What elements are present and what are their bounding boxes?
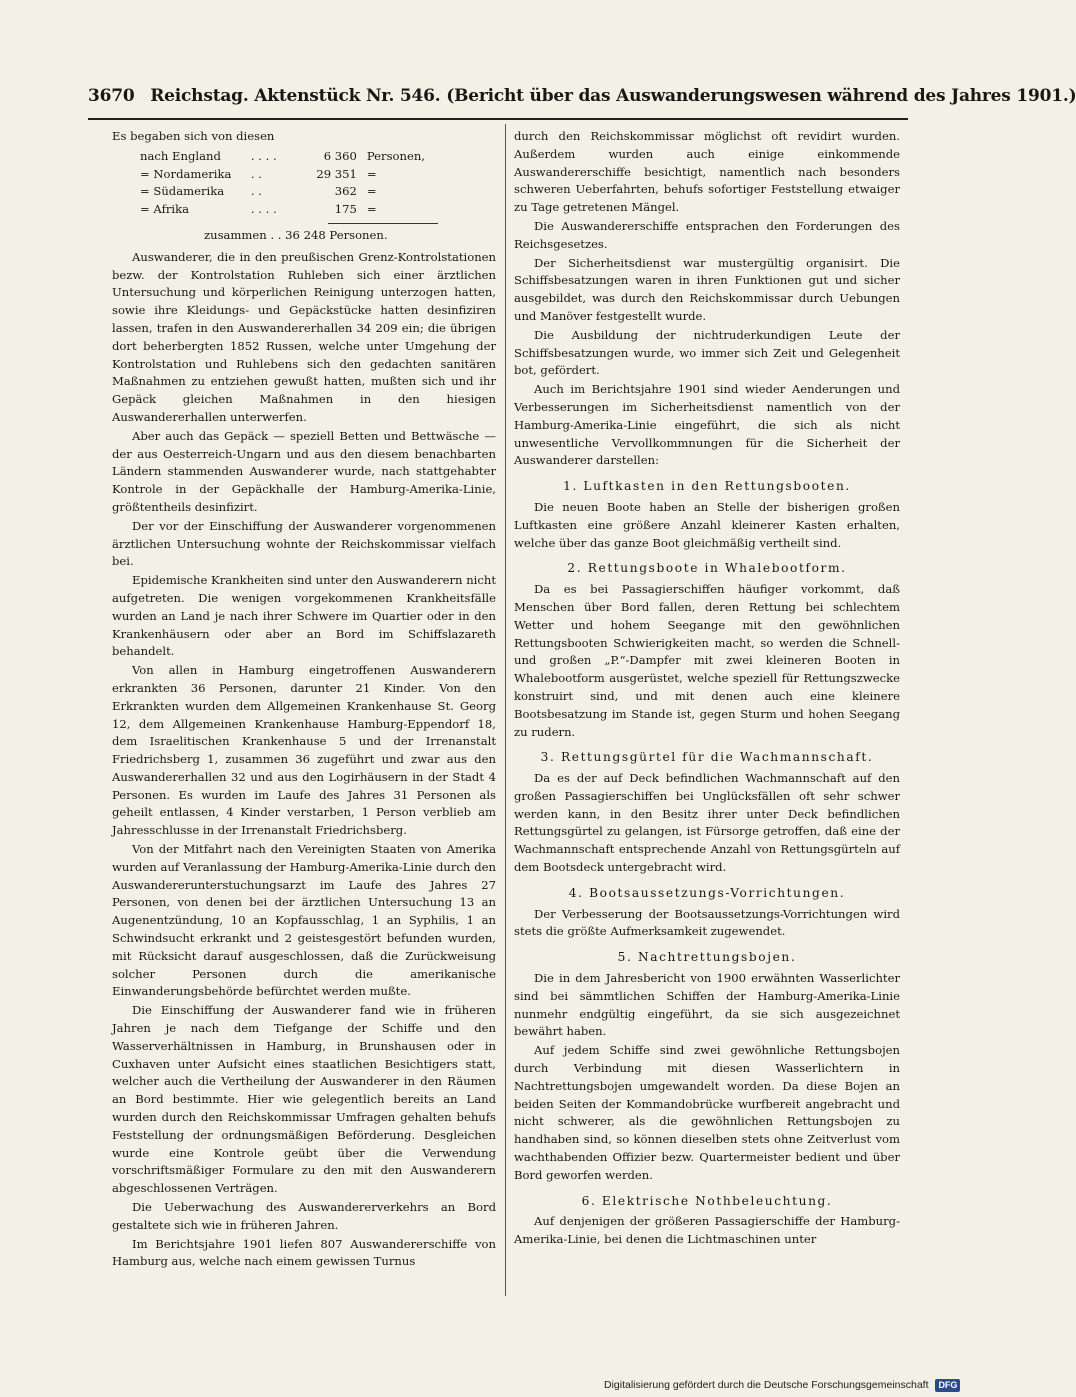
paragraph: Von allen in Hamburg eingetroffenen Auswanderern erkrankten 36 Personen, darunter 21 Kinder. Von den Erkrankten wurden dem Allgemeinen Krankenhause St. Georg 12, dem Allgemeinen Krankenhause Hamburg-Eppendorf 18, dem Israelitischen Krankenhause 5 und der Irrenanstalt Friedrichsberg 1, zusammen 36 zugeführt und zwar aus den Auswandererhallen 32 und aus den Logirhäusern in der Stadt 4 Personen. Es wurden im Laufe des Jahres 31 Personen als geheilt entlassen, 4 Kinder verstarben, 1 Person verblieb am Jahresschlusse in der Irrenanstalt Friedrichsberg. (112, 663, 496, 838)
section-heading-2: 2. Rettungsboote in Whalebootform. (567, 561, 847, 576)
paragraph: Der Verbesserung der Bootsaussetzungs-Vorrichtungen wird stets die größte Aufmerksamkeit zugewendet. (514, 906, 900, 939)
paragraph: Auf denjenigen der größeren Passagierschiffe der Hamburg-Amerika-Linie, bei denen die Lichtmaschinen unter (514, 1214, 900, 1247)
table-row: = Afrika . . . . 175 = (140, 202, 377, 217)
paragraph: Aber auch das Gepäck — speziell Betten und Bettwäsche — der aus Oesterreich-Ungarn und aus den diesem benachbarten Ländern stammenden Auswanderer wurde, nach stattgehabter Kontrole in der Gepäckhalle der Hamburg-Amerika-Linie, größtentheils desinfizirt. (112, 428, 496, 514)
paragraph: Der Sicherheitsdienst war mustergültig organisirt. Die Schiffsbesatzungen waren in ihren Funktionen gut und sicher ausgebildet, was durch den Reichskommissar durch Uebungen und Manöver festgestellt wurde. (514, 255, 900, 323)
paragraph: Die Einschiffung der Auswanderer fand wie in früheren Jahren je nach dem Tiefgange der Schiffe und den Wasserverhältnissen in Hamburg, in Brunshausen oder in Cuxhaven unter Aufsicht eines staatlichen Besichtigers statt, welcher auch die Vertheilung der Auswanderer in den Räumen an Bord bestimmte. Hier wie gelegentlich bereits an Land wurden durch den Reichskommissar Umfragen gehalten behufs Feststellung der ordnungsmäßigen Beförderung. Desgleichen wurde eine Kontrole geübt über die Verwendung vorschriftsmäßiger Formulare zu den mit den Auswanderern abgeschlossenen Verträgen. (112, 1003, 496, 1196)
column-divider (505, 124, 506, 1296)
header-rule (88, 118, 908, 120)
digitization-credit (604, 1379, 994, 1395)
paragraph: Da es bei Passagierschiffen häufiger vorkommt, daß Menschen über Bord fallen, deren Rettung bei schlechtem Wetter und hohem Seegange mit den gewöhnlichen Rettungsbooten Schwierigkeiten macht, so werden die Schnell- und großen „P.“-Dampfer mit zwei kleineren Booten in Whalebootform ausgerüstet, welche speziell für Rettungszwecke konstruirt sind, und mit denen auch eine kleinere Bootsbesatzung im Stande ist, gegen Sturm und hohen Seegang zu rudern. (514, 582, 900, 739)
paragraph: Im Berichtsjahre 1901 liefen 807 Auswandererschiffe von Hamburg aus, welche nach einem gewissen Turnus (112, 1236, 496, 1269)
section-heading-4: 4. Bootsaussetzungs-Vorrichtungen. (568, 885, 846, 900)
section-heading-6: 6. Elektrische Nothbeleuchtung. (581, 1193, 833, 1208)
stats-total: zusammen . . 36 248 Personen. (204, 227, 388, 242)
running-title: Reichstag. Aktenstück Nr. 546. (Bericht über das Auswanderungswesen während des Jahres 1901.) (150, 86, 1076, 106)
page-number: 3670 (88, 86, 135, 106)
paragraph: Epidemische Krankheiten sind unter den Auswanderern nicht aufgetreten. Die wenigen vorgekommenen Krankheitsfälle wurden an Land je nach ihrer Schwere im Quartier oder in den Krankenhäusern oder aber an Bord im Schiffslazareth behandelt. (112, 573, 496, 659)
section-heading-1: 1. Luftkasten in den Rettungsbooten. (563, 479, 851, 494)
paragraph: Da es der auf Deck befindlichen Wachmannschaft auf den großen Passagierschiffen bei Unglücksfällen oft sehr schwer werden kann, in den Besitz ihrer unter Deck befindlichen Rettungsgürtel zu gelangen, ist Fürsorge getroffen, daß eine der Wachmannschaft entsprechende Anzahl von Rettungsgürteln auf dem Bootsdeck untergebracht wird. (514, 771, 900, 875)
credit-text: Digitalisierung gefördert durch die Deutsche Forschungsgemeinschaft (604, 1379, 929, 1391)
dfg-logo-icon: DFG (935, 1379, 960, 1392)
paragraph: Auf jedem Schiffe sind zwei gewöhnliche Rettungsbojen durch Verbindung mit diesen Wasserlichtern in Nachtrettungsbojen umgewandelt worden. Da diese Bojen an beiden Seiten der Kommandobrücke wurfbereit angebracht und nicht schwerer, als die gewöhnlichen Rettungsbojen zu handhaben sind, so können dieselben stets ohne Zeitverlust vom wachthabenden Offizier bezw. Quartermeister bedient und über Bord geworfen werden. (514, 1043, 900, 1182)
table-row: = Südamerika . . 362 = (140, 184, 377, 199)
paragraph: Der vor der Einschiffung der Auswanderer vorgenommenen ärztlichen Untersuchung wohnte der Reichskommissar vielfach bei. (112, 518, 496, 569)
emigration-stats-table (138, 148, 438, 219)
page-header (88, 86, 1076, 114)
paragraph: Die neuen Boote haben an Stelle der bisherigen großen Luftkasten eine größere Anzahl kleinerer Kasten erhalten, welche über das ganze Boot gleichmäßig vertheilt sind. (514, 499, 900, 550)
section-heading-3: 3. Rettungsgürtel für die Wachmannschaft. (540, 750, 874, 765)
sum-rule (328, 223, 438, 224)
right-column (514, 128, 900, 1323)
paragraph: Die Ausbildung der nichtruderkundigen Leute der Schiffsbesatzungen wurde, wo immer sich Zeit und Gelegenheit bot, gefördert. (514, 327, 900, 378)
table-row: nach England . . . . 6 360 Personen, (140, 148, 425, 163)
paragraph: Auswanderer, die in den preußischen Grenz-Kontrolstationen bezw. der Kontrolstation Ruhleben sich einer ärztlichen Untersuchung und körperlichen Reinigung unterzogen hatten, sowie ihre Kleidungs- und Gepäckstücke hatten desinfiziren lassen, trafen in den Auswandererhallen 34 209 ein; die übrigen dort beherbergten 1852 Russen, welche unter Umgehung der Kontrolstation und Ruhlebens sich den gedachten sanitären Maßnahmen zu entziehen gewußt hatten, mußten sich und ihr Gepäck gleichen Maßnahmen in den hiesigen Auswandererhallen unterwerfen. (112, 249, 496, 424)
paragraph: durch den Reichskommissar möglichst oft revidirt wurden. Außerdem wurden auch einige einkommende Auswandererschiffe besichtigt, namentlich nach besonders schweren Ueberfahrten, behufs sofortiger Feststellung etwaiger zu Tage getretenen Mängel. (514, 129, 900, 215)
table-row: = Nordamerika . . 29 351 = (140, 166, 377, 181)
section-heading-5: 5. Nachtrettungsbojen. (617, 950, 797, 965)
paragraph: Von der Mitfahrt nach den Vereinigten Staaten von Amerika wurden auf Veranlassung der Hamburg-Amerika-Linie durch den Auswandererunterstuchungsarzt im Laufe des Jahres 27 Personen, von denen bei der ärztlichen Untersuchung 13 an Augenentzündung, 10 an Kopfausschlag, 1 an Syphilis, 1 an Schwindsucht erkrankt und 2 geistesgestört befunden wurden, mit Rücksicht darauf ausgeschlossen, daß die Zurückweisung solcher Personen durch die amerikanische Einwanderungsbehörde befürchtet werden mußte. (112, 842, 496, 999)
stats-intro: Es begaben sich von diesen (112, 129, 275, 143)
paragraph: Die Ueberwachung des Auswandererverkehrs an Bord gestaltete sich wie in früheren Jahren. (112, 1200, 496, 1232)
paragraph: Auch im Berichtsjahre 1901 sind wieder Aenderungen und Verbesserungen im Sicherheitsdienst namentlich von der Hamburg-Amerika-Linie eingeführt, die sich als nicht unwesentliche Vervollkommnungen für die Sicherheit der Auswanderer darstellen: (514, 382, 900, 468)
paragraph: Die Auswandererschiffe entsprachen den Forderungen des Reichsgesetzes. (514, 218, 900, 251)
left-column (112, 128, 496, 1323)
paragraph: Die in dem Jahresbericht von 1900 erwähnten Wasserlichter sind bei sämmtlichen Schiffen der Hamburg-Amerika-Linie nunmehr endgültig eingeführt, da sie sich ausgezeichnet bewährt haben. (514, 971, 900, 1039)
